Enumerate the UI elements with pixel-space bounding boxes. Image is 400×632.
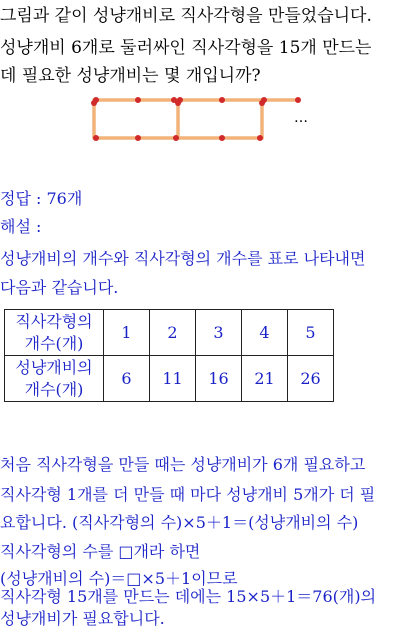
table-cell: 4	[242, 310, 288, 356]
table-row	[5, 310, 334, 356]
table-cell: 6	[104, 356, 150, 402]
explanation-line-1: 처음 직사각형을 만들 때는 성냥개비가 6개 필요하고	[0, 455, 366, 474]
table-cell: 26	[288, 356, 334, 402]
matchstick-figure	[88, 94, 318, 146]
explanation-line-4: 직사각형의 수를 □개라 하면	[0, 542, 201, 561]
explanation-line-7: 성냥개비가 필요합니다.	[0, 609, 165, 628]
table-cell: 21	[242, 356, 288, 402]
question-line-3: 데 필요한 성냥개비는 몇 개입니까?	[0, 66, 261, 86]
table-cell: 5	[288, 310, 334, 356]
matchstick-sticks	[94, 100, 298, 138]
table-cell: 11	[150, 356, 196, 402]
intro-line-1: 성냥개비의 개수와 직사각형의 개수를 표로 나타내면	[0, 249, 366, 268]
explanation-line-6: 직사각형 15개를 만드는 데에는 15×5＋1＝76(개)의	[0, 587, 377, 606]
explanation-line-2: 직사각형 1개를 더 만들 때 마다 성냥개비 5개가 더 필	[0, 485, 376, 504]
header-text: 성냥개비의	[15, 357, 93, 377]
table-cell: 1	[104, 310, 150, 356]
answer-line: 정답 : 76개	[0, 189, 83, 208]
table-row-header	[5, 356, 104, 402]
header-text: 직사각형의	[15, 311, 93, 331]
explanation-line-3: 요합니다. (직사각형의 수)×5＋1＝(성냥개비의 수)	[0, 513, 359, 532]
question-line-1: 그림과 같이 성냥개비로 직사각형을 만들었습니다.	[0, 6, 372, 26]
table-cell: 2	[150, 310, 196, 356]
table-row	[5, 356, 334, 402]
table-cell: 3	[196, 310, 242, 356]
table-row-header	[5, 310, 104, 356]
matchstick-heads	[91, 97, 301, 141]
explanation-line-5: (성냥개비의 수)＝□×5＋1이므로	[0, 569, 238, 588]
ellipsis: …	[294, 110, 308, 126]
header-text: 개수(개)	[24, 333, 84, 353]
match-rectangle-table	[4, 309, 334, 402]
header-text: 개수(개)	[24, 379, 84, 399]
intro-line-2: 다음과 같습니다.	[0, 278, 119, 297]
explanation-label: 해설 :	[0, 217, 42, 236]
table-cell: 16	[196, 356, 242, 402]
question-line-2: 성냥개비 6개로 둘러싸인 직사각형을 15개 만드는	[0, 38, 372, 58]
